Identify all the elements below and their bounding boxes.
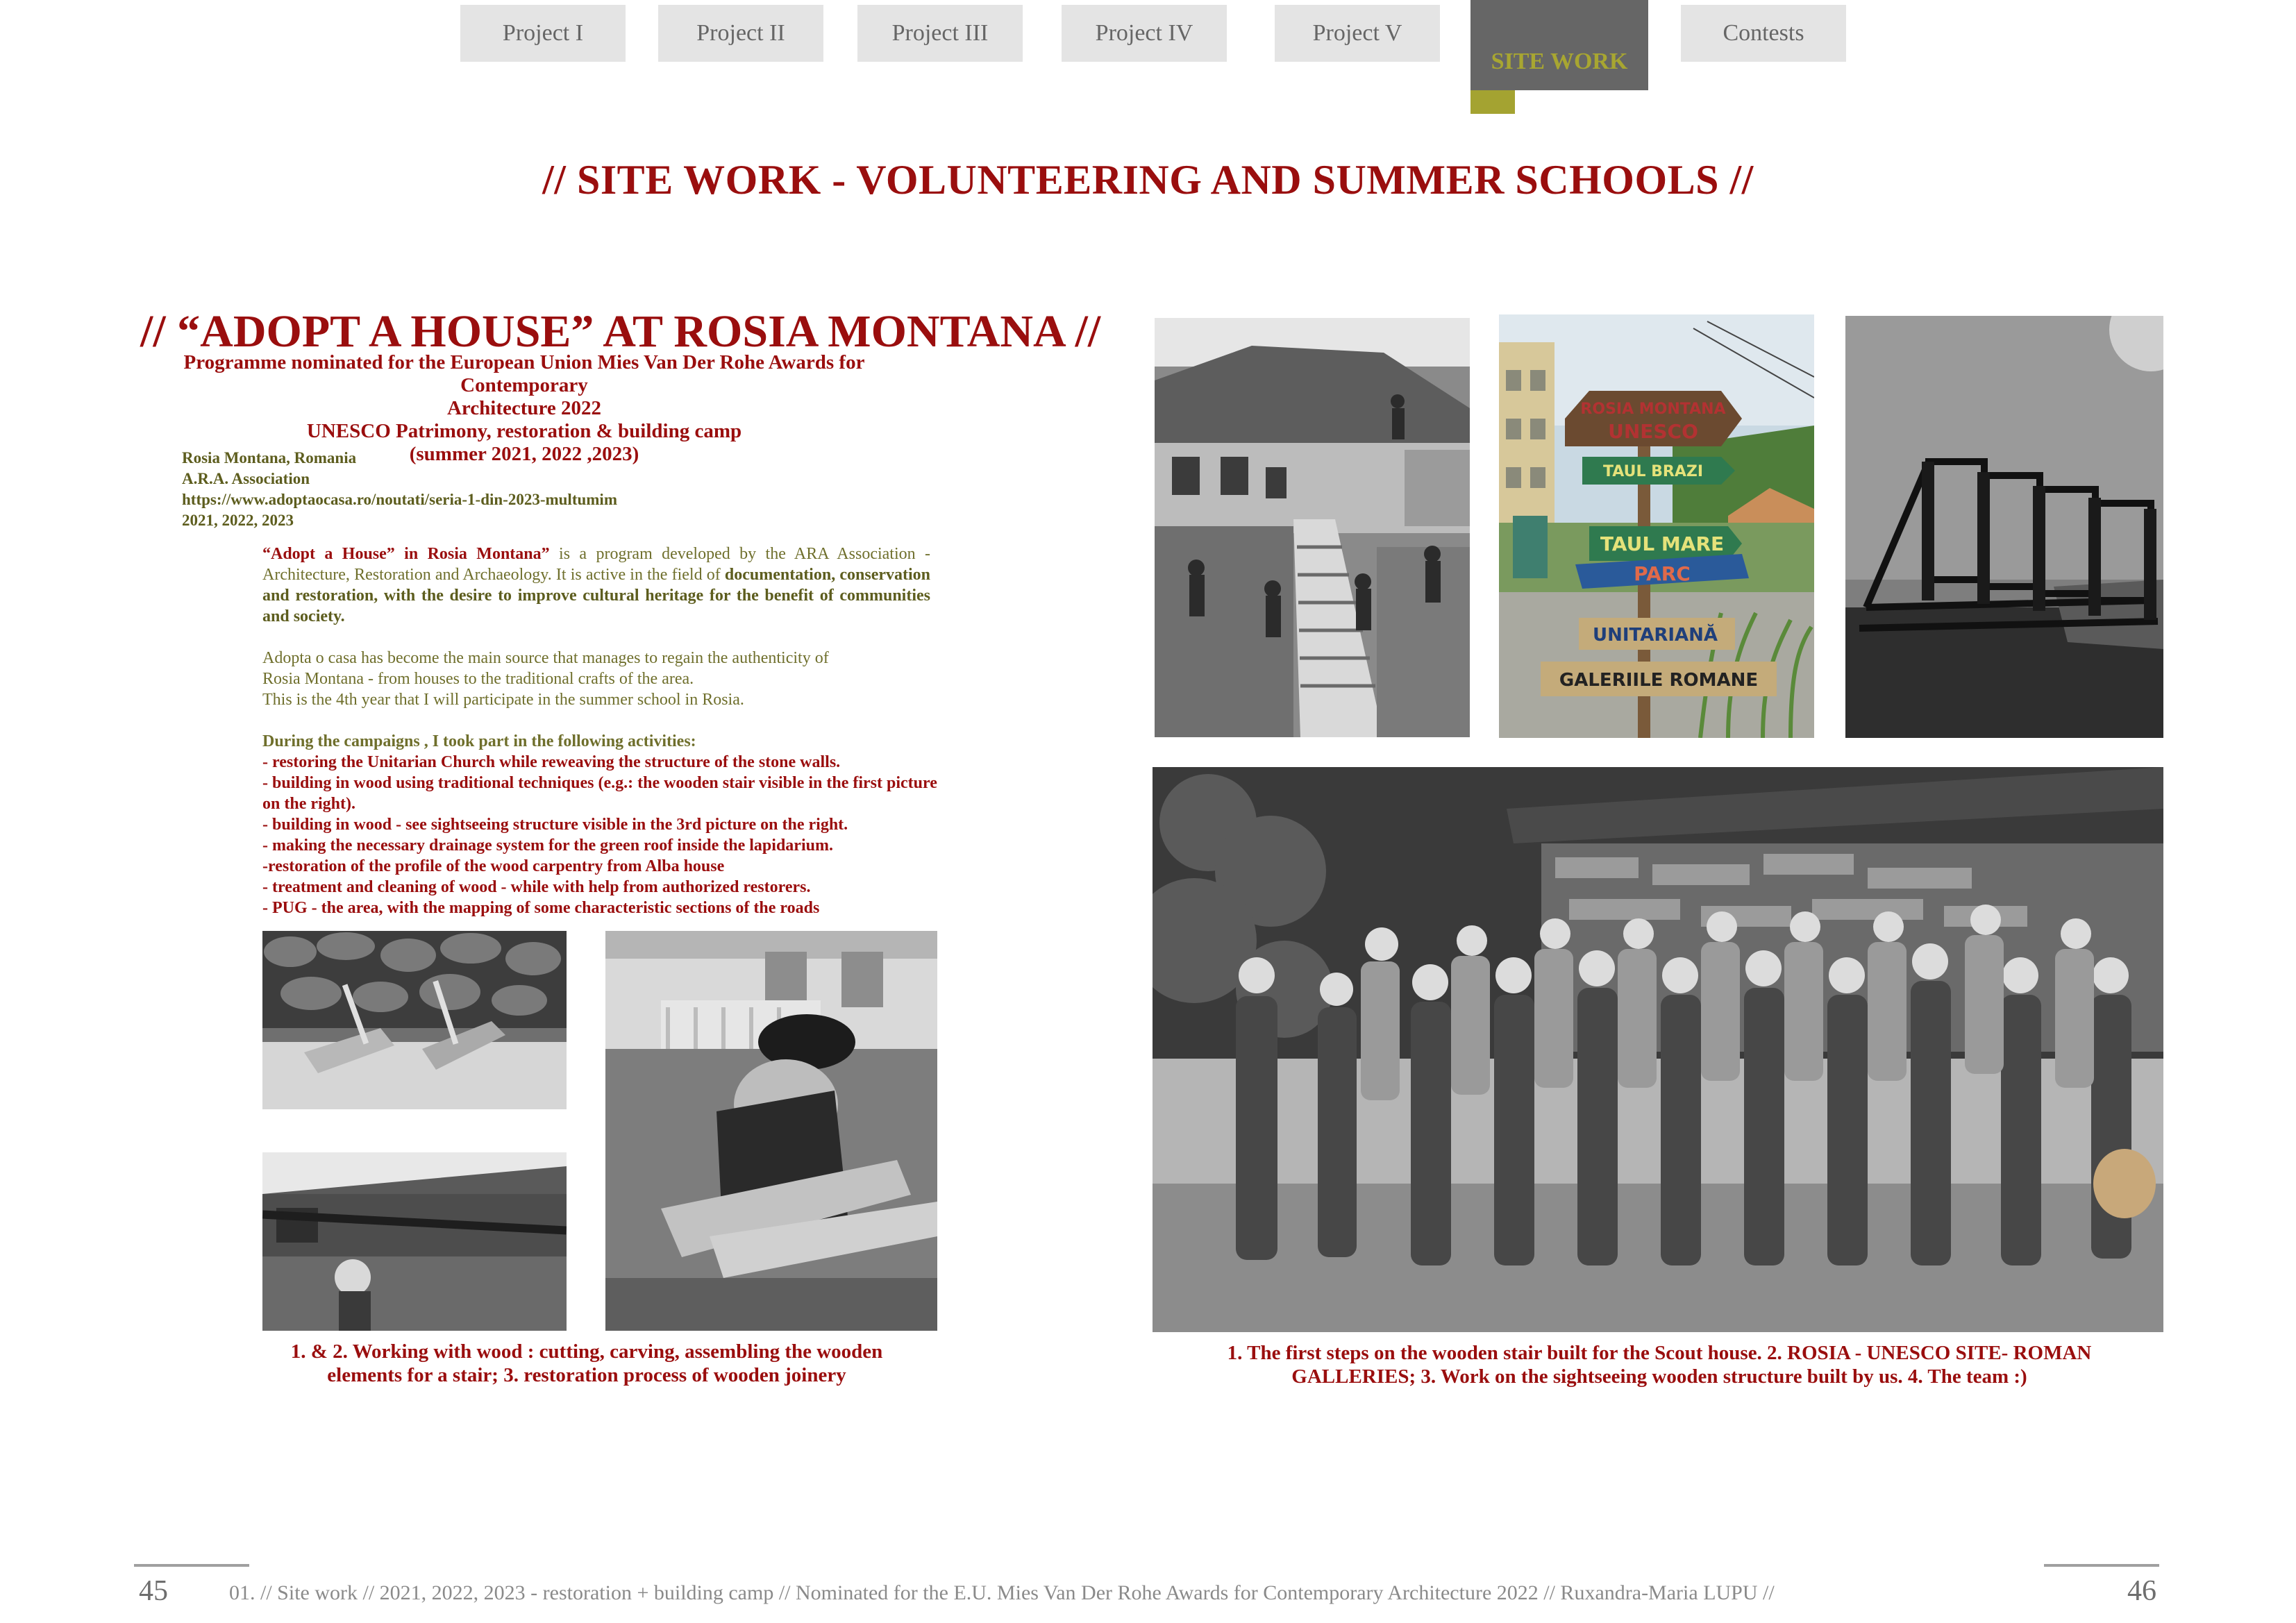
activities-intro: During the campaigns , I took part in the following activities: [262,732,696,750]
activity-item: -restoration of the profile of the wood carpentry from Alba house [262,857,725,875]
tab-contests[interactable]: Contests [1681,5,1846,62]
page-number-right: 46 [2127,1575,2156,1607]
tab-project-2[interactable]: Project II [658,5,823,62]
footer-rule-right [2044,1564,2159,1567]
subheading-line: UNESCO Patrimony, restoration & building camp [306,420,742,442]
activities-list [262,731,943,918]
caption-line: 1. The first steps on the wooden stair built for the Scout house. 2. ROSIA - UNESCO SITE- ROMAN [1227,1342,2092,1364]
history-line: This is the 4th year that I will participate in the summer school in Rosia. [262,691,744,709]
caption-line: 1. & 2. Working with wood : cutting, carving, assembling the wooden [290,1340,883,1363]
tab-site-work[interactable]: SITE WORK [1470,0,1648,90]
photo-wood-cutting [262,931,567,1109]
subheading-line: (summer 2021, 2022 ,2023) [409,443,639,465]
photo-sightseeing-structure [1845,316,2163,738]
activity-item: - restoring the Unitarian Church while reweaving the structure of the stone walls. [262,753,841,771]
history-paragraph [262,648,930,710]
activity-item: - PUG - the area, with the mapping of some characteristic sections of the roads [262,899,820,917]
caption-left [208,1340,965,1387]
history-line: Rosia Montana - from houses to the traditional crafts of the area. [262,670,694,688]
activity-item: - building in wood - see sightseeing structure visible in the 3rd picture on the right. [262,816,848,834]
footer-rule-left [134,1564,249,1567]
active-tab-marker [1470,90,1515,114]
history-line: Adopta o casa has become the main source that manages to regain the authenticity of [262,649,829,667]
location: Rosia Montana, Romania [182,449,357,466]
photo-scout-house-stair [1155,318,1470,737]
subheading-line: Architecture 2022 [446,397,601,419]
years: 2021, 2022, 2023 [182,512,294,529]
caption-line: GALLERIES; 3. Work on the sightseeing wooden structure built by us. 4. The team :) [1291,1365,2027,1388]
signpost-label: TAUL BRAZI [1602,463,1704,480]
tab-project-3[interactable]: Project III [857,5,1023,62]
project-meta [182,448,617,531]
activity-item: - building in wood using traditional techniques (e.g.: the wooden stair visible in the first picture on the right). [262,774,937,813]
tab-project-5[interactable]: Project V [1275,5,1440,62]
section-heading: // “ADOPT A HOUSE” AT ROSIA MONTANA // [140,306,1101,357]
signpost-label: UNESCO [1608,420,1698,443]
organisation: A.R.A. Association [182,470,310,487]
tab-project-4[interactable]: Project IV [1062,5,1227,62]
signpost-label: ROSIA MONTANA [1580,401,1726,418]
signpost-label: TAUL MARE [1600,532,1725,555]
photo-stair-assembly [262,1152,567,1331]
intro-lead: “Adopt a House” in Rosia Montana” [262,545,550,563]
photo-unesco-signpost [1499,314,1814,738]
project-link[interactable]: https://www.adoptaocasa.ro/noutati/seria-1-din-2023-multumim [182,491,617,508]
caption-right [1139,1341,2180,1388]
photo-joinery-restoration [605,931,937,1331]
photo-team [1153,767,2163,1332]
caption-line: elements for a stair; 3. restoration process of wooden joinery [327,1364,846,1386]
intro-emphasis: documentation, conservation and restoration, with the desire to improve cultural heritage for the benefit of communities and society. [262,566,930,625]
page-number-left: 45 [139,1575,168,1607]
intro-paragraph [262,544,930,627]
activity-item: - treatment and cleaning of wood - while with help from authorized restorers. [262,878,811,896]
signpost-label: GALERIILE ROMANE [1559,670,1759,691]
intro-text: is a program developed by the ARA Association - Architecture, Restoration and Archaeology. It is active in the field of [262,545,930,584]
tab-project-1[interactable]: Project I [460,5,626,62]
page-title: // SITE WORK - VOLUNTEERING AND SUMMER SCHOOLS // [542,157,1754,203]
signpost-label: PARC [1634,562,1691,585]
signpost-label: UNITARIANĂ [1592,625,1718,646]
subheading-line: Programme nominated for the European Union Mies Van Der Rohe Awards for Contemporary [183,351,865,396]
activity-item: - making the necessary drainage system for the green roof inside the lapidarium. [262,836,833,855]
footer-text: 01. // Site work // 2021, 2022, 2023 - restoration + building camp // Nominated for the E.U. Mies Van Der Rohe Awards for Contemporary Architecture 2022 // Ruxandra-Maria LUPU // [229,1581,1775,1604]
